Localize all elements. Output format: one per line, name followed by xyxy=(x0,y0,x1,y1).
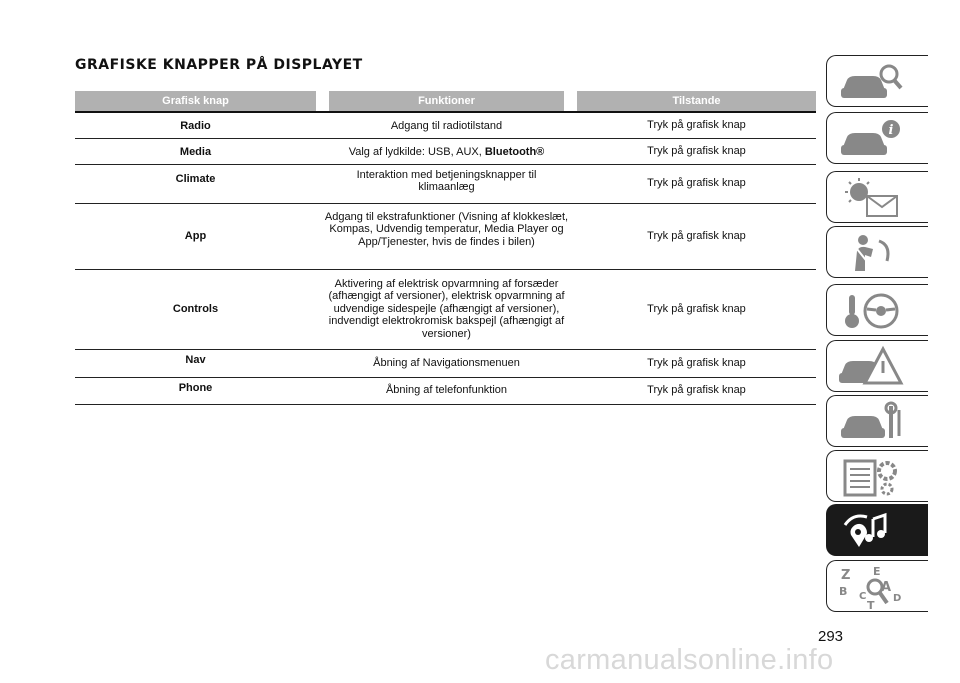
row-state: Tryk på grafisk knap xyxy=(577,349,816,377)
row-state: Tryk på grafisk knap xyxy=(577,203,816,269)
multimedia-icon xyxy=(837,509,907,553)
header-funktioner: Funktioner xyxy=(329,91,564,112)
row-state: Tryk på grafisk knap xyxy=(577,269,816,349)
row-function xyxy=(316,138,577,164)
row-function: Adgang til radiotilstand xyxy=(316,112,577,138)
table-row xyxy=(75,377,816,404)
svg-text:D: D xyxy=(893,593,902,604)
svg-text:Z: Z xyxy=(841,568,851,583)
tab-warning-lights[interactable] xyxy=(826,171,928,223)
row-function xyxy=(316,203,577,269)
watermark: carmanualsonline.info xyxy=(545,644,834,676)
alphabetical-index-icon xyxy=(837,565,907,609)
function-text: Valg af lydkilde: USB, AUX, xyxy=(348,145,482,158)
tab-car-search[interactable] xyxy=(826,55,928,107)
steering-wheel-key-icon xyxy=(837,289,907,333)
tab-servicing[interactable] xyxy=(826,395,928,447)
header-tilstande: Tilstande xyxy=(577,91,816,112)
svg-text:C: C xyxy=(859,591,867,602)
row-function xyxy=(316,269,577,349)
function-text: Adgang til ekstrafunktioner (Visning af klokkeslæt, Kompas, Udvendig temperatur, Media Player og App/Tjenester, hvis de findes i bilen) xyxy=(324,210,569,248)
svg-text:B: B xyxy=(839,585,848,598)
function-text: Interaktion med betjeningsknapper til klimaanlæg xyxy=(356,168,537,193)
row-state: Tryk på grafisk knap xyxy=(577,138,816,164)
warning-light-message-icon xyxy=(837,176,907,220)
page-number: 293 xyxy=(818,628,844,645)
row-name: Nav xyxy=(75,349,316,377)
row-name: Media xyxy=(75,138,316,164)
row-function: Åbning af Navigationsmenuen xyxy=(316,349,577,377)
row-function xyxy=(316,164,577,203)
svg-text:i: i xyxy=(888,123,894,138)
section-title: GRAFISKE KNAPPER PÅ DISPLAYET xyxy=(75,57,363,73)
function-bold-text: Bluetooth® xyxy=(484,145,545,158)
table-row xyxy=(75,269,816,349)
row-state: Tryk på grafisk knap xyxy=(577,164,816,203)
svg-text:A: A xyxy=(881,580,892,595)
tab-technical-data[interactable] xyxy=(826,450,928,502)
table-row xyxy=(75,164,816,203)
table-row xyxy=(75,138,816,164)
tab-starting-driving[interactable] xyxy=(826,284,928,336)
row-name: Radio xyxy=(75,112,316,138)
seatbelt-airbag-icon xyxy=(837,231,907,275)
row-state: Tryk på grafisk knap xyxy=(577,377,816,404)
buttons-table xyxy=(75,91,816,405)
table-row xyxy=(75,349,816,377)
svg-text:T: T xyxy=(867,599,875,609)
row-name: Phone xyxy=(75,377,316,404)
tab-multimedia[interactable] xyxy=(826,504,928,556)
function-text: Aktivering af elektrisk opvarmning af forsæder (afhængigt af versioner), elektrisk opvarmning af udvendige sidespejle (afhængigt af versioner), indvendigt elektrokromisk bakspejl (afhængigt af versioner) xyxy=(328,277,565,340)
car-search-icon xyxy=(837,60,907,104)
tab-safety[interactable] xyxy=(826,226,928,278)
table-row xyxy=(75,203,816,269)
tab-index[interactable] xyxy=(826,560,928,612)
row-state: Tryk på grafisk knap xyxy=(577,112,816,138)
table-row xyxy=(75,112,816,138)
row-function: Åbning af telefonfunktion xyxy=(316,377,577,404)
row-name: Climate xyxy=(75,164,316,203)
car-emergency-icon xyxy=(837,345,907,389)
tab-car-info[interactable] xyxy=(826,112,928,164)
header-grafisk-knap: Grafisk knap xyxy=(75,91,316,112)
car-info-icon xyxy=(837,117,907,161)
table-header-row xyxy=(75,91,816,112)
row-name: Controls xyxy=(75,269,316,349)
tab-emergency[interactable] xyxy=(826,340,928,392)
car-service-icon xyxy=(837,400,907,444)
technical-data-icon xyxy=(837,455,907,499)
row-name: App xyxy=(75,203,316,269)
svg-text:E: E xyxy=(873,565,881,578)
